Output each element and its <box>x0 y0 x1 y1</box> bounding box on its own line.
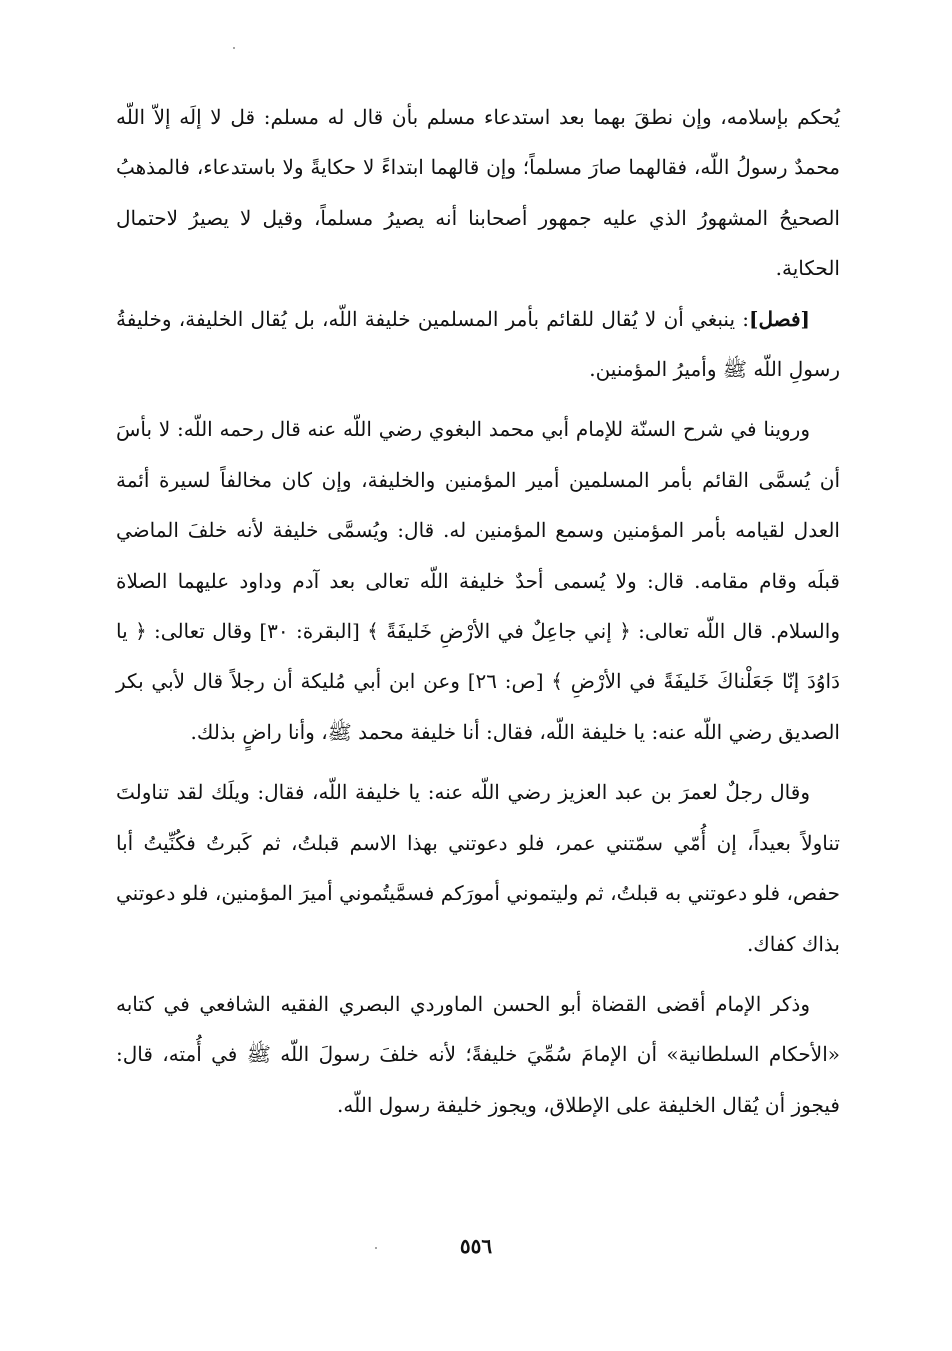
paragraph-baghawi: وروينا في شرح السنّة للإمام أبي محمد البغوي رضي اللّه عنه قال رحمه اللّه: لا بأسَ أن يُسمَّى القائم بأمر المسلمين أمير المؤمنين والخليفة، وإن كان مخالفاً لسيرة أئمة العدل لقيامه بأمر المؤمنين وسمع المؤمنين له. قال: ويُسمَّى خليفة لأنه خلفَ الماضي قبلَه وقام مقامه. قال: ولا يُسمى أحدٌ خليفة اللّه تعالى بعد آدم وداود عليهما الصلاة والسلام. قال اللّه تعالى: ﴿ إني جاعِلٌ في الأرْضِ خَليفَةً ﴾ [البقرة: ٣٠] وقال تعالى: ﴿ يا دَاوُدَ إنّا جَعَلْناكَ خَليفَةً في الأرْضِ ﴾ [ص: ٢٦] وعن ابن أبي مُليكة أن رجلاً قال لأبي بكر الصديق رضي اللّه عنه: يا خليفة اللّه، فقال: أنا خليفة محمد ﷺ، وأنا راضٍ بذلك. <box>116 417 840 744</box>
page-number: ٥٥٦ <box>459 1234 493 1258</box>
scan-speck <box>233 47 235 49</box>
fasl-label: [فصل] <box>749 306 810 331</box>
main-text <box>116 92 840 1130</box>
paragraph-conversion: يُحكم بإسلامه، وإن نطقَ بهما بعد استدعاء مسلم بأن قال له مسلم: قل لا إلَه إلاّ اللّه محمدٌ رسولُ اللّه، فقالهما صارَ مسلماً؛ وإن قالهما ابتداءً لا حكايةً ولا باستدعاء، فالمذهبُ الصحيحُ المشهورُ الذي عليه جمهور أصحابنا أنه يصيرُ مسلماً، وقيل لا يصيرُ لاحتمال الحكاية. <box>116 105 840 281</box>
paragraph-fasl <box>116 294 840 395</box>
paragraph-umar: وقال رجلٌ لعمرَ بن عبد العزيز رضي اللّه عنه: يا خليفة اللّه، فقال: ويلَك لقد تناولتَ تناولاً بعيداً، إن أُمّي سمّتني عمر، فلو دعوتني بهذا الاسم قبلتُ، ثم كَبرتُ فكُنِّيتُ أبا حفص، فلو دعوتني به قبلتُ، ثم وليتموني أمورَكم فسمَّيتُموني أميرَ المؤمنين، فلو دعوتني بذاك كفاك. <box>116 780 840 956</box>
fasl-text: : ينبغي أن لا يُقال للقائم بأمر المسلمين خليفة اللّه، بل يُقال الخليفة، وخليفةُ رسولِ اللّه ﷺ وأميرُ المؤمنين. <box>116 306 840 382</box>
paragraph-mawardi: وذكر الإمام أقضى القضاة أبو الحسن الماوردي البصري الفقيه الشافعي في كتابه «الأحكام السلطانية» أن الإمامَ سُمِّيَ خليفةً؛ لأنه خلفَ رسولَ اللّه ﷺ في أُمته، قال: فيجوز أن يُقال الخليفة على الإطلاق، ويجوز خليفة رسول اللّه. <box>116 991 840 1117</box>
